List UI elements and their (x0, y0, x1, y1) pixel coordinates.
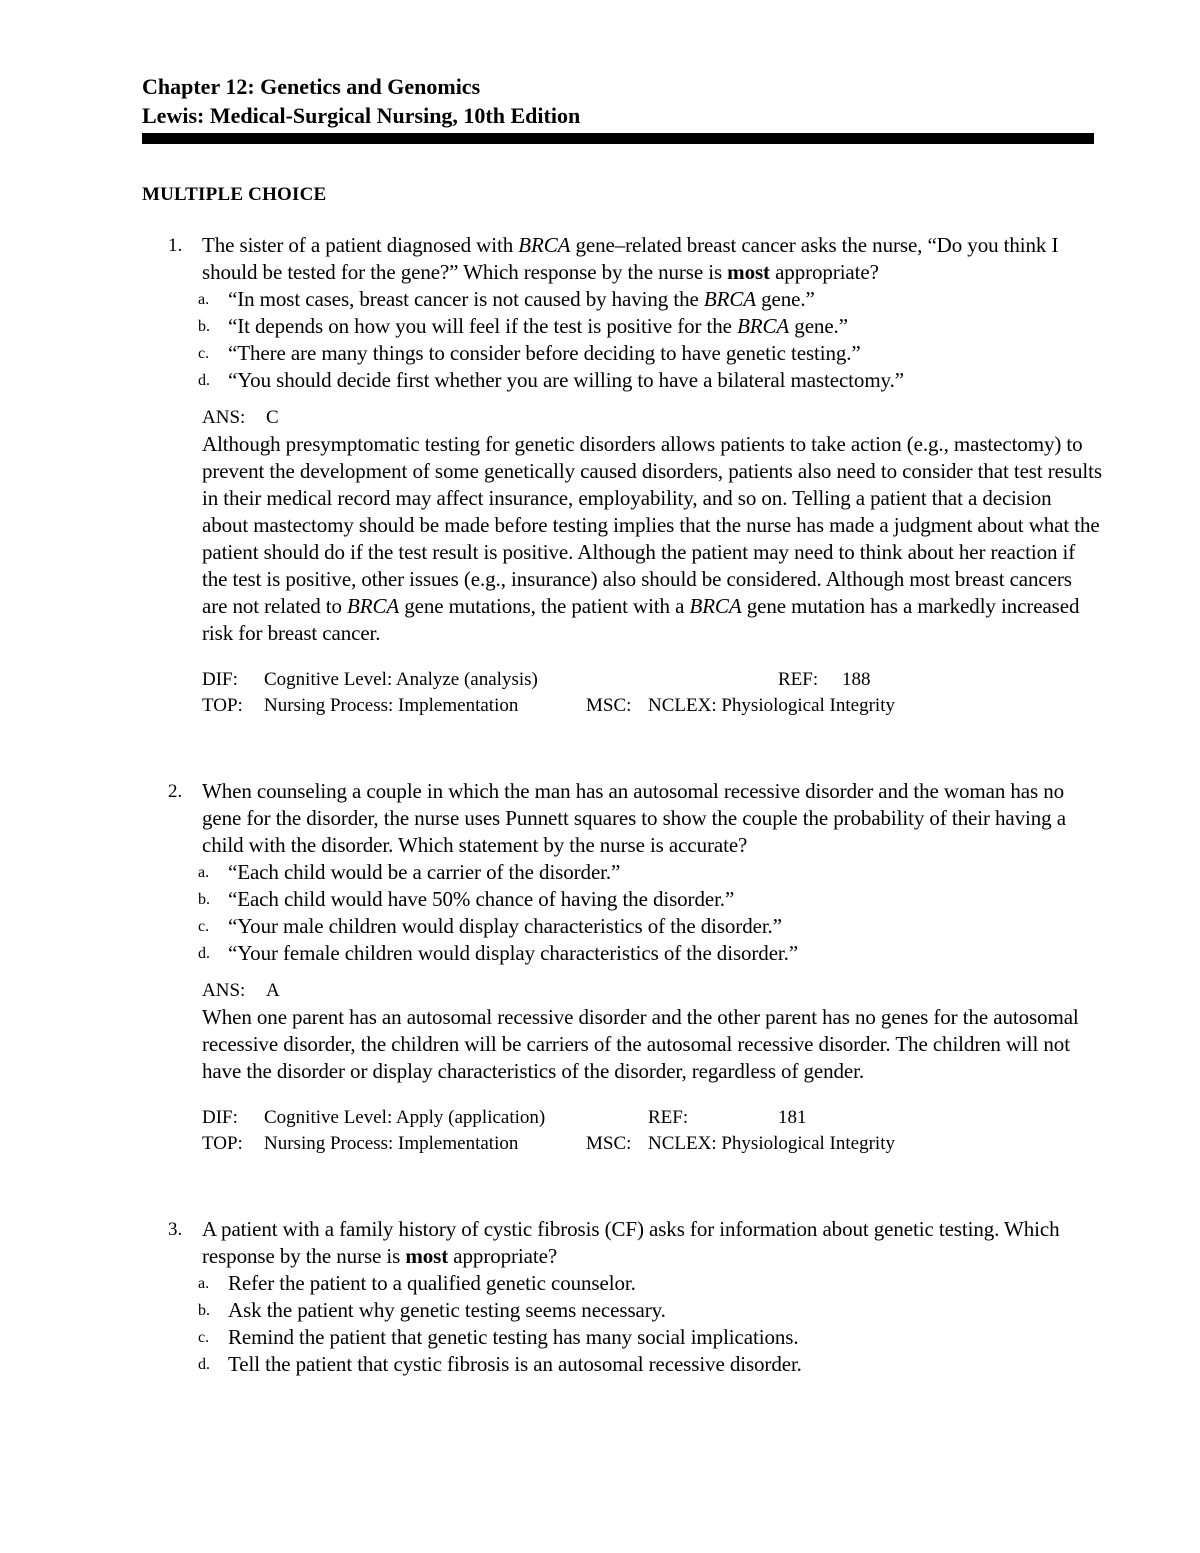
option-b (198, 1297, 1102, 1324)
option-letter: c. (198, 1329, 210, 1346)
chapter-title: Chapter 12: Genetics and Genomics (142, 74, 481, 99)
option-text: “There are many things to consider before deciding to have genetic testing.” (228, 341, 861, 365)
top-value: Nursing Process: Implementation (264, 1133, 519, 1154)
option-text: “In most cases, breast cancer is not caused by having the BRCA gene.” (228, 287, 815, 311)
option-text: “Each child would have 50% chance of having the disorder.” (228, 887, 735, 911)
option-d (198, 1351, 1102, 1378)
option-letter: a. (198, 291, 210, 308)
option-c (198, 340, 1102, 367)
ref-value: 188 (842, 669, 871, 690)
option-text: Ask the patient why genetic testing seems necessary. (228, 1298, 666, 1322)
msc-value: NCLEX: Physiological Integrity (648, 695, 895, 716)
option-a (198, 859, 1102, 886)
top-label: TOP: (202, 695, 243, 716)
question-3 (142, 1216, 1102, 1378)
question-number: 1. (168, 235, 183, 256)
option-b (198, 886, 1102, 913)
option-b (198, 313, 1102, 340)
ref-label: REF: (648, 1107, 689, 1128)
answer-label: ANS: (202, 980, 246, 1001)
option-letter: d. (198, 945, 210, 962)
option-letter: b. (198, 891, 210, 908)
answer-options (198, 286, 1102, 394)
answer-line (202, 977, 1102, 1004)
msc-value: NCLEX: Physiological Integrity (648, 1133, 895, 1154)
question-stem: The sister of a patient diagnosed with BRCA gene–related breast cancer asks the nurse, “Do you think I should be tested for the gene?” Which response by the nurse is most appropriate? (202, 233, 1059, 284)
ref-label: REF: (778, 669, 819, 690)
msc-label: MSC: (586, 1133, 632, 1154)
rationale: When one parent has an autosomal recessive disorder and the other parent has no genes for the autosomal recessive disorder, the children will be carriers of the autosomal recessive disorder. The children will not have the disorder or display characteristics of the disorder, regardless of gender. (202, 1005, 1079, 1083)
question-2 (142, 778, 1102, 1157)
option-letter: b. (198, 1302, 210, 1319)
question-number: 2. (168, 781, 183, 802)
option-c (198, 1324, 1102, 1351)
option-text: Tell the patient that cystic fibrosis is an autosomal recessive disorder. (228, 1352, 802, 1376)
option-a (198, 1270, 1102, 1297)
answer-line (202, 404, 1102, 431)
dif-value: Cognitive Level: Apply (application) (264, 1107, 546, 1128)
option-letter: a. (198, 1275, 210, 1292)
top-label: TOP: (202, 1133, 243, 1154)
answer-value: A (266, 980, 280, 1001)
answer-options (198, 859, 1102, 967)
ref-value: 181 (778, 1107, 807, 1128)
section-heading: MULTIPLE CHOICE (142, 184, 327, 205)
answer-value: C (266, 407, 279, 428)
dif-label: DIF: (202, 669, 238, 690)
book-title: Lewis: Medical-Surgical Nursing, 10th Edition (142, 103, 581, 128)
option-letter: a. (198, 864, 210, 881)
option-text: “Your male children would display characteristics of the disorder.” (228, 914, 782, 938)
option-letter: d. (198, 1356, 210, 1373)
rationale: Although presymptomatic testing for genetic disorders allows patients to take action (e.g., mastectomy) to prevent the development of some genetically caused disorders, patients also need to consider that test results in their medical record may affect insurance, employability, and so on. Telling a patient that a decision about mastectomy should be made before testing implies that the nurse has made a judgment about what the patient should do if the test result is positive. Although the patient may need to think about her reaction if the test is positive, other issues (e.g., insurance) also should be considered. Although most breast cancers are not related to BRCA gene mutations, the patient with a BRCA gene mutation has a markedly increased risk for breast cancer. (202, 432, 1102, 645)
option-letter: c. (198, 345, 210, 362)
question-stem: When counseling a couple in which the man has an autosomal recessive disorder and the woman has no gene for the disorder, the nurse uses Punnett squares to show the couple the probability of their having a child with the disorder. Which statement by the nurse is accurate? (202, 779, 1066, 857)
option-text: “Each child would be a carrier of the disorder.” (228, 860, 621, 884)
answer-label: ANS: (202, 407, 246, 428)
question-metadata (202, 1105, 1102, 1157)
question-1 (142, 232, 1102, 719)
option-a (198, 286, 1102, 313)
question-number: 3. (168, 1219, 183, 1240)
option-letter: b. (198, 318, 210, 335)
option-d (198, 367, 1102, 394)
option-text: Refer the patient to a qualified genetic counselor. (228, 1271, 636, 1295)
dif-value: Cognitive Level: Analyze (analysis) (264, 669, 538, 690)
option-text: “You should decide first whether you are willing to have a bilateral mastectomy.” (228, 368, 904, 392)
option-d (198, 940, 1102, 967)
msc-label: MSC: (586, 695, 632, 716)
option-text: Remind the patient that genetic testing has many social implications. (228, 1325, 799, 1349)
option-c (198, 913, 1102, 940)
option-letter: d. (198, 372, 210, 389)
question-stem: A patient with a family history of cystic fibrosis (CF) asks for information about genetic testing. Which response by the nurse is most appropriate? (202, 1217, 1060, 1268)
header-rule (142, 133, 1094, 144)
dif-label: DIF: (202, 1107, 238, 1128)
option-text: “It depends on how you will feel if the test is positive for the BRCA gene.” (228, 314, 848, 338)
top-value: Nursing Process: Implementation (264, 695, 519, 716)
answer-options (198, 1270, 1102, 1378)
document-header (142, 72, 1094, 144)
question-metadata (202, 667, 1102, 719)
option-text: “Your female children would display characteristics of the disorder.” (228, 941, 799, 965)
option-letter: c. (198, 918, 210, 935)
